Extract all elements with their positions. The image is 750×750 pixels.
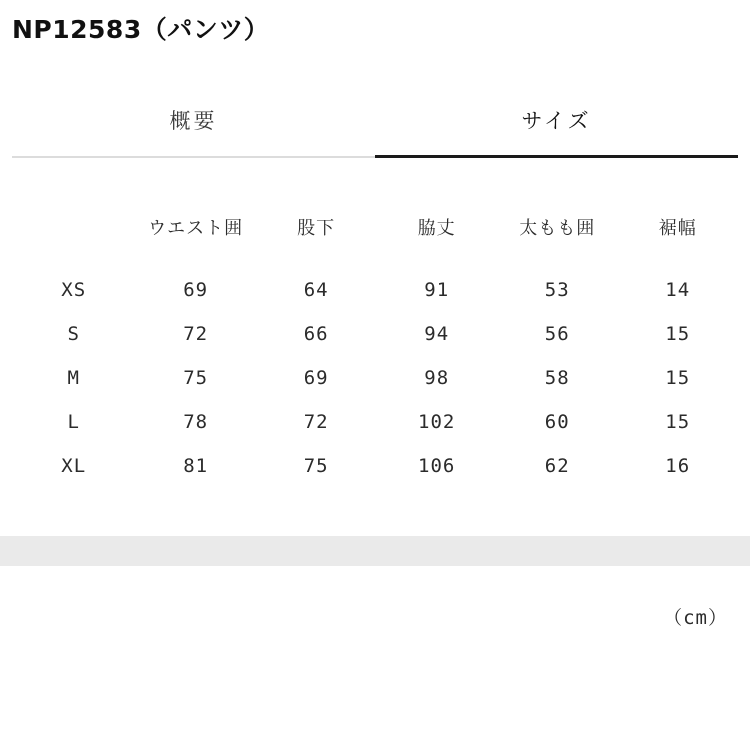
column-header-inseam: 股下	[297, 218, 336, 239]
section-divider	[0, 536, 750, 566]
cell-l-sidelength: 102	[418, 411, 456, 433]
tab-overview[interactable]: 概要	[12, 105, 375, 158]
cell-s-thigh: 56	[544, 323, 570, 345]
table-row	[12, 312, 738, 356]
page-title: NP12583（パンツ）	[12, 15, 270, 44]
table-header-row	[12, 200, 738, 268]
cell-xl-waist: 81	[183, 455, 209, 477]
column-header-waist: ウエスト囲	[148, 218, 244, 239]
column-header-hem: 裾幅	[658, 218, 697, 239]
cell-m-waist: 75	[183, 367, 209, 389]
cell-xl-inseam: 75	[303, 455, 329, 477]
cell-xs-thigh: 53	[544, 279, 570, 301]
cell-xl-thigh: 62	[544, 455, 570, 477]
row-label-m: M	[67, 367, 80, 389]
cell-l-hem: 15	[665, 411, 691, 433]
cell-l-thigh: 60	[544, 411, 570, 433]
tab-size[interactable]: サイズ	[375, 105, 738, 158]
cell-m-thigh: 58	[544, 367, 570, 389]
table-row	[12, 444, 738, 488]
row-label-s: S	[67, 323, 80, 345]
cell-s-hem: 15	[665, 323, 691, 345]
cell-m-inseam: 69	[303, 367, 329, 389]
row-label-l: L	[67, 411, 80, 433]
size-table	[12, 200, 738, 488]
column-header-sidelength: 脇丈	[417, 218, 456, 239]
cell-xl-sidelength: 106	[418, 455, 456, 477]
cell-s-sidelength: 94	[424, 323, 450, 345]
cell-xs-inseam: 64	[303, 279, 329, 301]
table-row	[12, 356, 738, 400]
cell-l-waist: 78	[183, 411, 209, 433]
cell-l-inseam: 72	[303, 411, 329, 433]
cell-s-waist: 72	[183, 323, 209, 345]
table-row	[12, 400, 738, 444]
table-row	[12, 268, 738, 312]
cell-xs-sidelength: 91	[424, 279, 450, 301]
unit-label: （cm）	[663, 607, 728, 629]
column-header-size	[12, 200, 135, 268]
row-label-xs: XS	[61, 279, 87, 301]
tab-bar	[12, 105, 738, 158]
row-label-xl: XL	[61, 455, 87, 477]
cell-xs-hem: 14	[665, 279, 691, 301]
cell-m-sidelength: 98	[424, 367, 450, 389]
cell-m-hem: 15	[665, 367, 691, 389]
cell-s-inseam: 66	[303, 323, 329, 345]
column-header-thigh: 太もも囲	[519, 218, 596, 239]
cell-xs-waist: 69	[183, 279, 209, 301]
cell-xl-hem: 16	[665, 455, 691, 477]
